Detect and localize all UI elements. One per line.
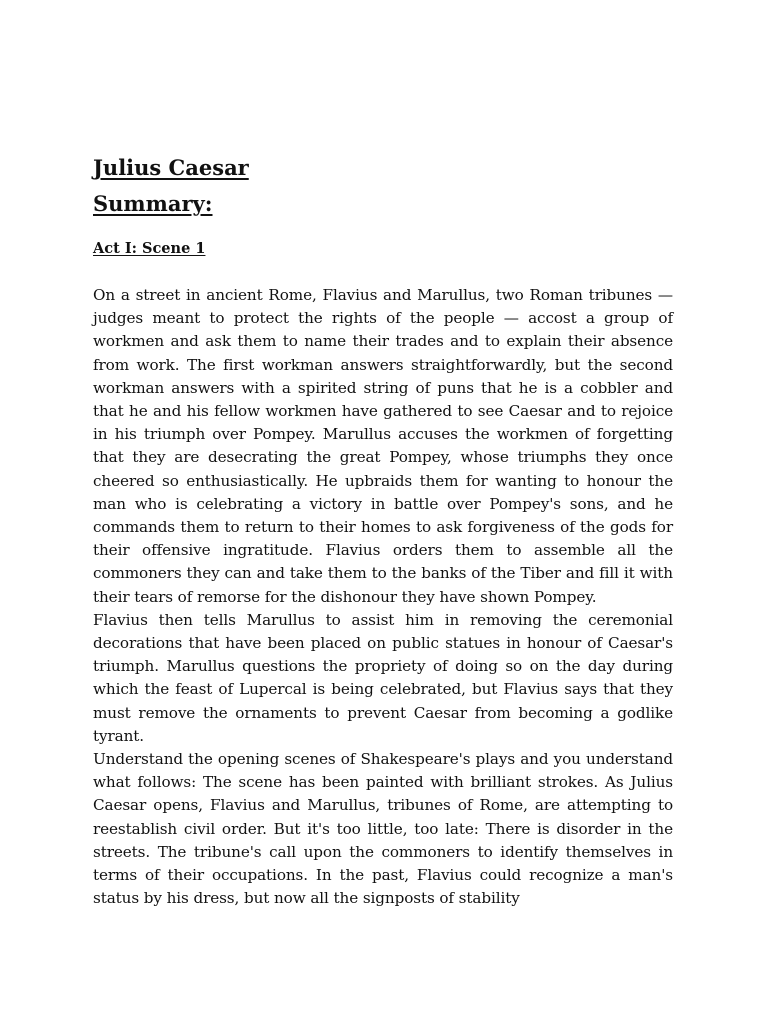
paragraph: Flavius then tells Marullus to assist him in removing the ceremonial decorations that have been placed on public statues in honour of Caesar's triumph. Marullus questions the propriety of doing so on the day during which the feast of Lupercal is being celebrated, but Flavius says that they must remove the ornaments to prevent Caesar from becoming a godlike tyrant. [93, 610, 673, 745]
document-title: Julius Caesar [93, 155, 249, 180]
document-subtitle: Summary: [93, 191, 213, 216]
paragraph: Understand the opening scenes of Shakespeare's plays and you understand what follows: The scene has been painted with brilliant strokes. As Julius Caesar opens, Flavius and Marullus, tribunes of Rome, are attempting to reestablish civil order. But it's too little, too late: There is disorder in the streets. The tribune's call upon the commoners to identify themselves in terms of their occupations. In the past, Flavius could recognize a man's status by his dress, but now all the signposts of stability [93, 750, 673, 908]
paragraph: On a street in ancient Rome, Flavius and Marullus, two Roman tribunes — judges meant to protect the rights of the people — accost a group of workmen and ask them to name their trades and to explain their absence from work. The first workman answers straightforwardly, but the second workman answers with a spirited string of puns that he is a cobbler and that he and his fellow workmen have gathered to see Caesar and to rejoice in his triumph over Pompey. Marullus accuses the workmen of forgetting that they are desecrating the great Pompey, whose triumphs they once cheered so enthusiastically. He upbraids them for wanting to honour the man who is celebrating a victory in battle over Pompey's sons, and he commands them to return to their homes to ask forgiveness of the gods for their offensive ingratitude. Flavius orders them to assemble all the commoners they can and take them to the banks of the Tiber and fill it with their tears of remorse for the dishonour they have shown Pompey. [93, 286, 673, 606]
section-heading: Act I: Scene 1 [93, 240, 206, 257]
document-page [93, 152, 673, 910]
body-text [93, 284, 673, 910]
